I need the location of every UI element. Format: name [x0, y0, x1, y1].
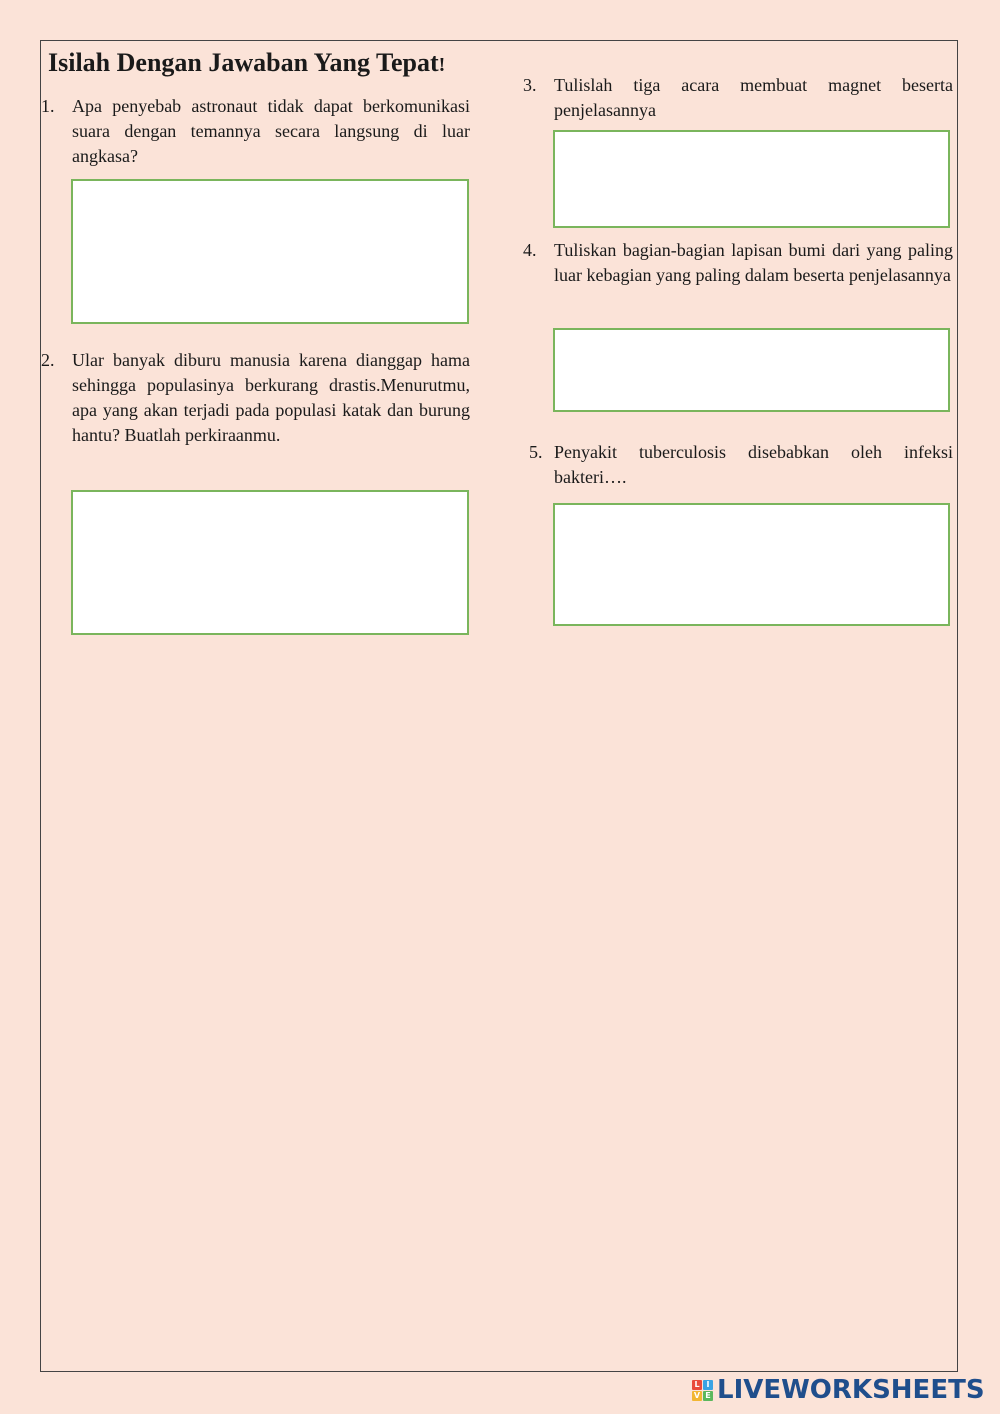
question-number: 3. — [523, 75, 537, 95]
question-text: Ular banyak diburu manusia karena dianggap hama sehingga populasinya berkurang drastis.Menurutmu, apa yang akan terjadi pada populasi katak dan burung hantu? Buatlah perkiraanmu. — [72, 350, 470, 445]
question-text: Penyakit tuberculosis disebabkan oleh infeksi bakteri…. — [554, 442, 953, 487]
answer-box-3[interactable] — [553, 130, 950, 228]
question-1 — [41, 94, 470, 169]
question-text: Tuliskan bagian-bagian lapisan bumi dari yang paling luar kebagian yang paling dalam beserta penjelasannya — [554, 240, 953, 285]
logo-text: LIVEWORKSHEETS — [717, 1375, 985, 1405]
question-3 — [523, 73, 953, 123]
title-exclamation: ! — [438, 54, 446, 76]
question-2 — [41, 348, 470, 448]
question-number: 1. — [41, 96, 55, 116]
question-text: Apa penyebab astronaut tidak dapat berkomunikasi suara dengan temannya secara langsung di luar angkasa? — [72, 96, 470, 166]
question-number: 2. — [41, 350, 55, 370]
question-number: 5. — [529, 442, 543, 462]
answer-box-5[interactable] — [553, 503, 950, 626]
logo-mark-icon: L I V E — [692, 1380, 713, 1401]
title-text: Isilah Dengan Jawaban Yang Tepat — [48, 48, 439, 77]
question-4 — [523, 238, 953, 288]
answer-box-2[interactable] — [71, 490, 469, 635]
worksheet-title — [48, 48, 445, 78]
answer-box-4[interactable] — [553, 328, 950, 412]
question-number: 4. — [523, 240, 537, 260]
liveworksheets-logo[interactable] — [692, 1374, 985, 1406]
question-5 — [529, 440, 953, 490]
answer-box-1[interactable] — [71, 179, 469, 324]
question-text: Tulislah tiga acara membuat magnet beserta penjelasannya — [554, 75, 953, 120]
